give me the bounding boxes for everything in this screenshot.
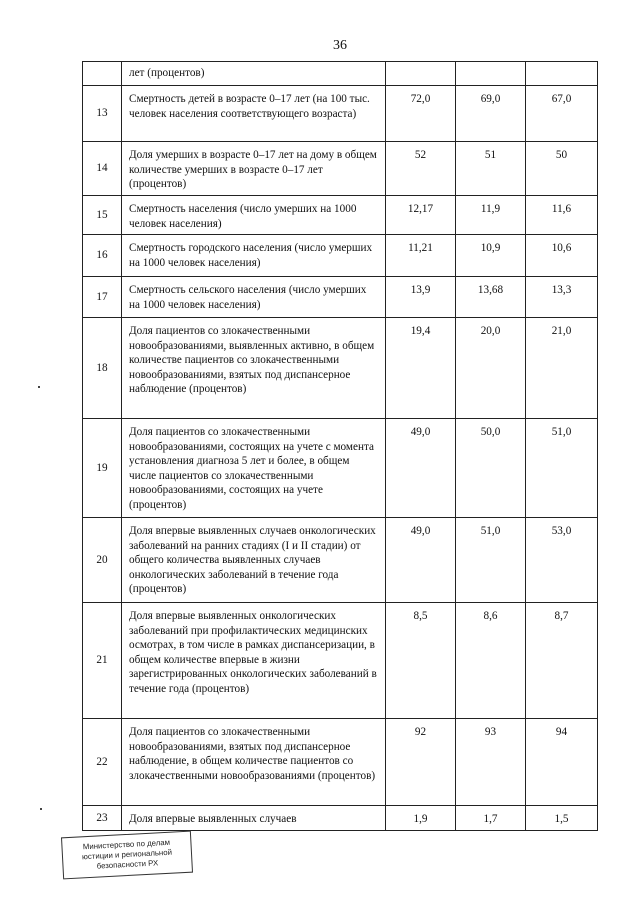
table-row <box>83 518 598 603</box>
table-row <box>83 196 598 235</box>
table-row <box>83 86 598 142</box>
value-cell: 10,9 <box>456 235 526 277</box>
indicator-name: Смертность сельского населения (число умерших на 1000 человек населения) <box>122 277 386 318</box>
stamp-line: Министерство по делам <box>82 837 171 852</box>
value-cell: 49,0 <box>386 419 456 518</box>
page-number: 36 <box>333 38 347 53</box>
indicator-name: Смертность населения (число умерших на 1000 человек населения) <box>122 196 386 235</box>
registration-stamp <box>61 831 193 880</box>
table-row <box>83 603 598 719</box>
value-cell: 8,6 <box>456 603 526 719</box>
indicator-name: Доля впервые выявленных случаев онкологических заболеваний на ранних стадиях (I и II стадии) от общего количества выявленных случаев онкологических заболеваний в течение года (процентов) <box>122 518 386 603</box>
indicator-name: Доля впервые выявленных онкологических заболеваний при профилактических медицинских осмотрах, в том числе в рамках диспансеризации, в общем количестве впервые в жизни зарегистрированных онкологических заболеваний в течение года (процентов) <box>122 603 386 719</box>
indicator-name: Смертность детей в возрасте 0–17 лет (на 100 тыс. человек населения соответствующего возраста) <box>122 86 386 142</box>
row-number: 14 <box>83 142 122 196</box>
value-cell: 19,4 <box>386 318 456 419</box>
row-number: 22 <box>83 719 122 806</box>
value-cell: 50,0 <box>456 419 526 518</box>
row-number: 17 <box>83 277 122 318</box>
indicator-name: Доля впервые выявленных случаев <box>122 806 386 831</box>
value-cell: 51 <box>456 142 526 196</box>
indicators-table <box>82 61 598 831</box>
row-number: 15 <box>83 196 122 235</box>
table-row <box>83 235 598 277</box>
value-cell: 12,17 <box>386 196 456 235</box>
table-row <box>83 719 598 806</box>
row-number: 13 <box>83 86 122 142</box>
table-row <box>83 806 598 831</box>
indicator-name: Смертность городского населения (число умерших на 1000 человек населения) <box>122 235 386 277</box>
row-number: 20 <box>83 518 122 603</box>
value-cell: 8,5 <box>386 603 456 719</box>
stamp-line: безопасности РХ <box>96 858 159 871</box>
value-cell: 51,0 <box>526 419 598 518</box>
scan-speck <box>38 386 40 388</box>
indicator-name: лет (процентов) <box>122 62 386 86</box>
value-cell: 20,0 <box>456 318 526 419</box>
indicator-name: Доля пациентов со злокачественными новообразованиями, состоящих на учете с момента установления диагноза 5 лет и более, в общем числе пациентов со злокачественными новообразованиями, состоящих на учете (процентов) <box>122 419 386 518</box>
value-cell: 92 <box>386 719 456 806</box>
value-cell: 1,7 <box>456 806 526 831</box>
row-number: 18 <box>83 318 122 419</box>
value-cell: 51,0 <box>456 518 526 603</box>
value-cell: 72,0 <box>386 86 456 142</box>
value-cell: 11,21 <box>386 235 456 277</box>
value-cell: 49,0 <box>386 518 456 603</box>
value-cell: 10,6 <box>526 235 598 277</box>
indicator-name: Доля пациентов со злокачественными новообразованиями, выявленных активно, в общем количестве пациентов со злокачественными новообразованиями, взятых под диспансерное наблюдение (процентов) <box>122 318 386 419</box>
table-row <box>83 62 598 86</box>
value-cell: 50 <box>526 142 598 196</box>
value-cell: 94 <box>526 719 598 806</box>
table-row <box>83 277 598 318</box>
value-cell: 8,7 <box>526 603 598 719</box>
indicator-name: Доля пациентов со злокачественными новообразованиями, взятых под диспансерное наблюдение, в общем количестве пациентов со злокачественными новообразованиями (процентов) <box>122 719 386 806</box>
indicator-name: Доля умерших в возрасте 0–17 лет на дому в общем количестве умерших в возрасте 0–17 лет (процентов) <box>122 142 386 196</box>
value-cell: 67,0 <box>526 86 598 142</box>
value-cell: 13,3 <box>526 277 598 318</box>
scan-speck <box>40 808 42 810</box>
value-cell: 93 <box>456 719 526 806</box>
value-cell: 21,0 <box>526 318 598 419</box>
value-cell <box>386 62 456 86</box>
value-cell: 11,6 <box>526 196 598 235</box>
table-row <box>83 419 598 518</box>
row-number: 23 <box>83 806 122 831</box>
table-row <box>83 142 598 196</box>
indicators-table-body <box>83 62 598 831</box>
row-number: 19 <box>83 419 122 518</box>
value-cell: 13,9 <box>386 277 456 318</box>
row-number <box>83 62 122 86</box>
value-cell <box>526 62 598 86</box>
value-cell: 1,5 <box>526 806 598 831</box>
value-cell: 13,68 <box>456 277 526 318</box>
value-cell: 1,9 <box>386 806 456 831</box>
table-row <box>83 318 598 419</box>
value-cell: 53,0 <box>526 518 598 603</box>
value-cell: 52 <box>386 142 456 196</box>
value-cell <box>456 62 526 86</box>
value-cell: 11,9 <box>456 196 526 235</box>
row-number: 16 <box>83 235 122 277</box>
row-number: 21 <box>83 603 122 719</box>
value-cell: 69,0 <box>456 86 526 142</box>
stamp-line: юстиции и региональной <box>81 847 173 862</box>
